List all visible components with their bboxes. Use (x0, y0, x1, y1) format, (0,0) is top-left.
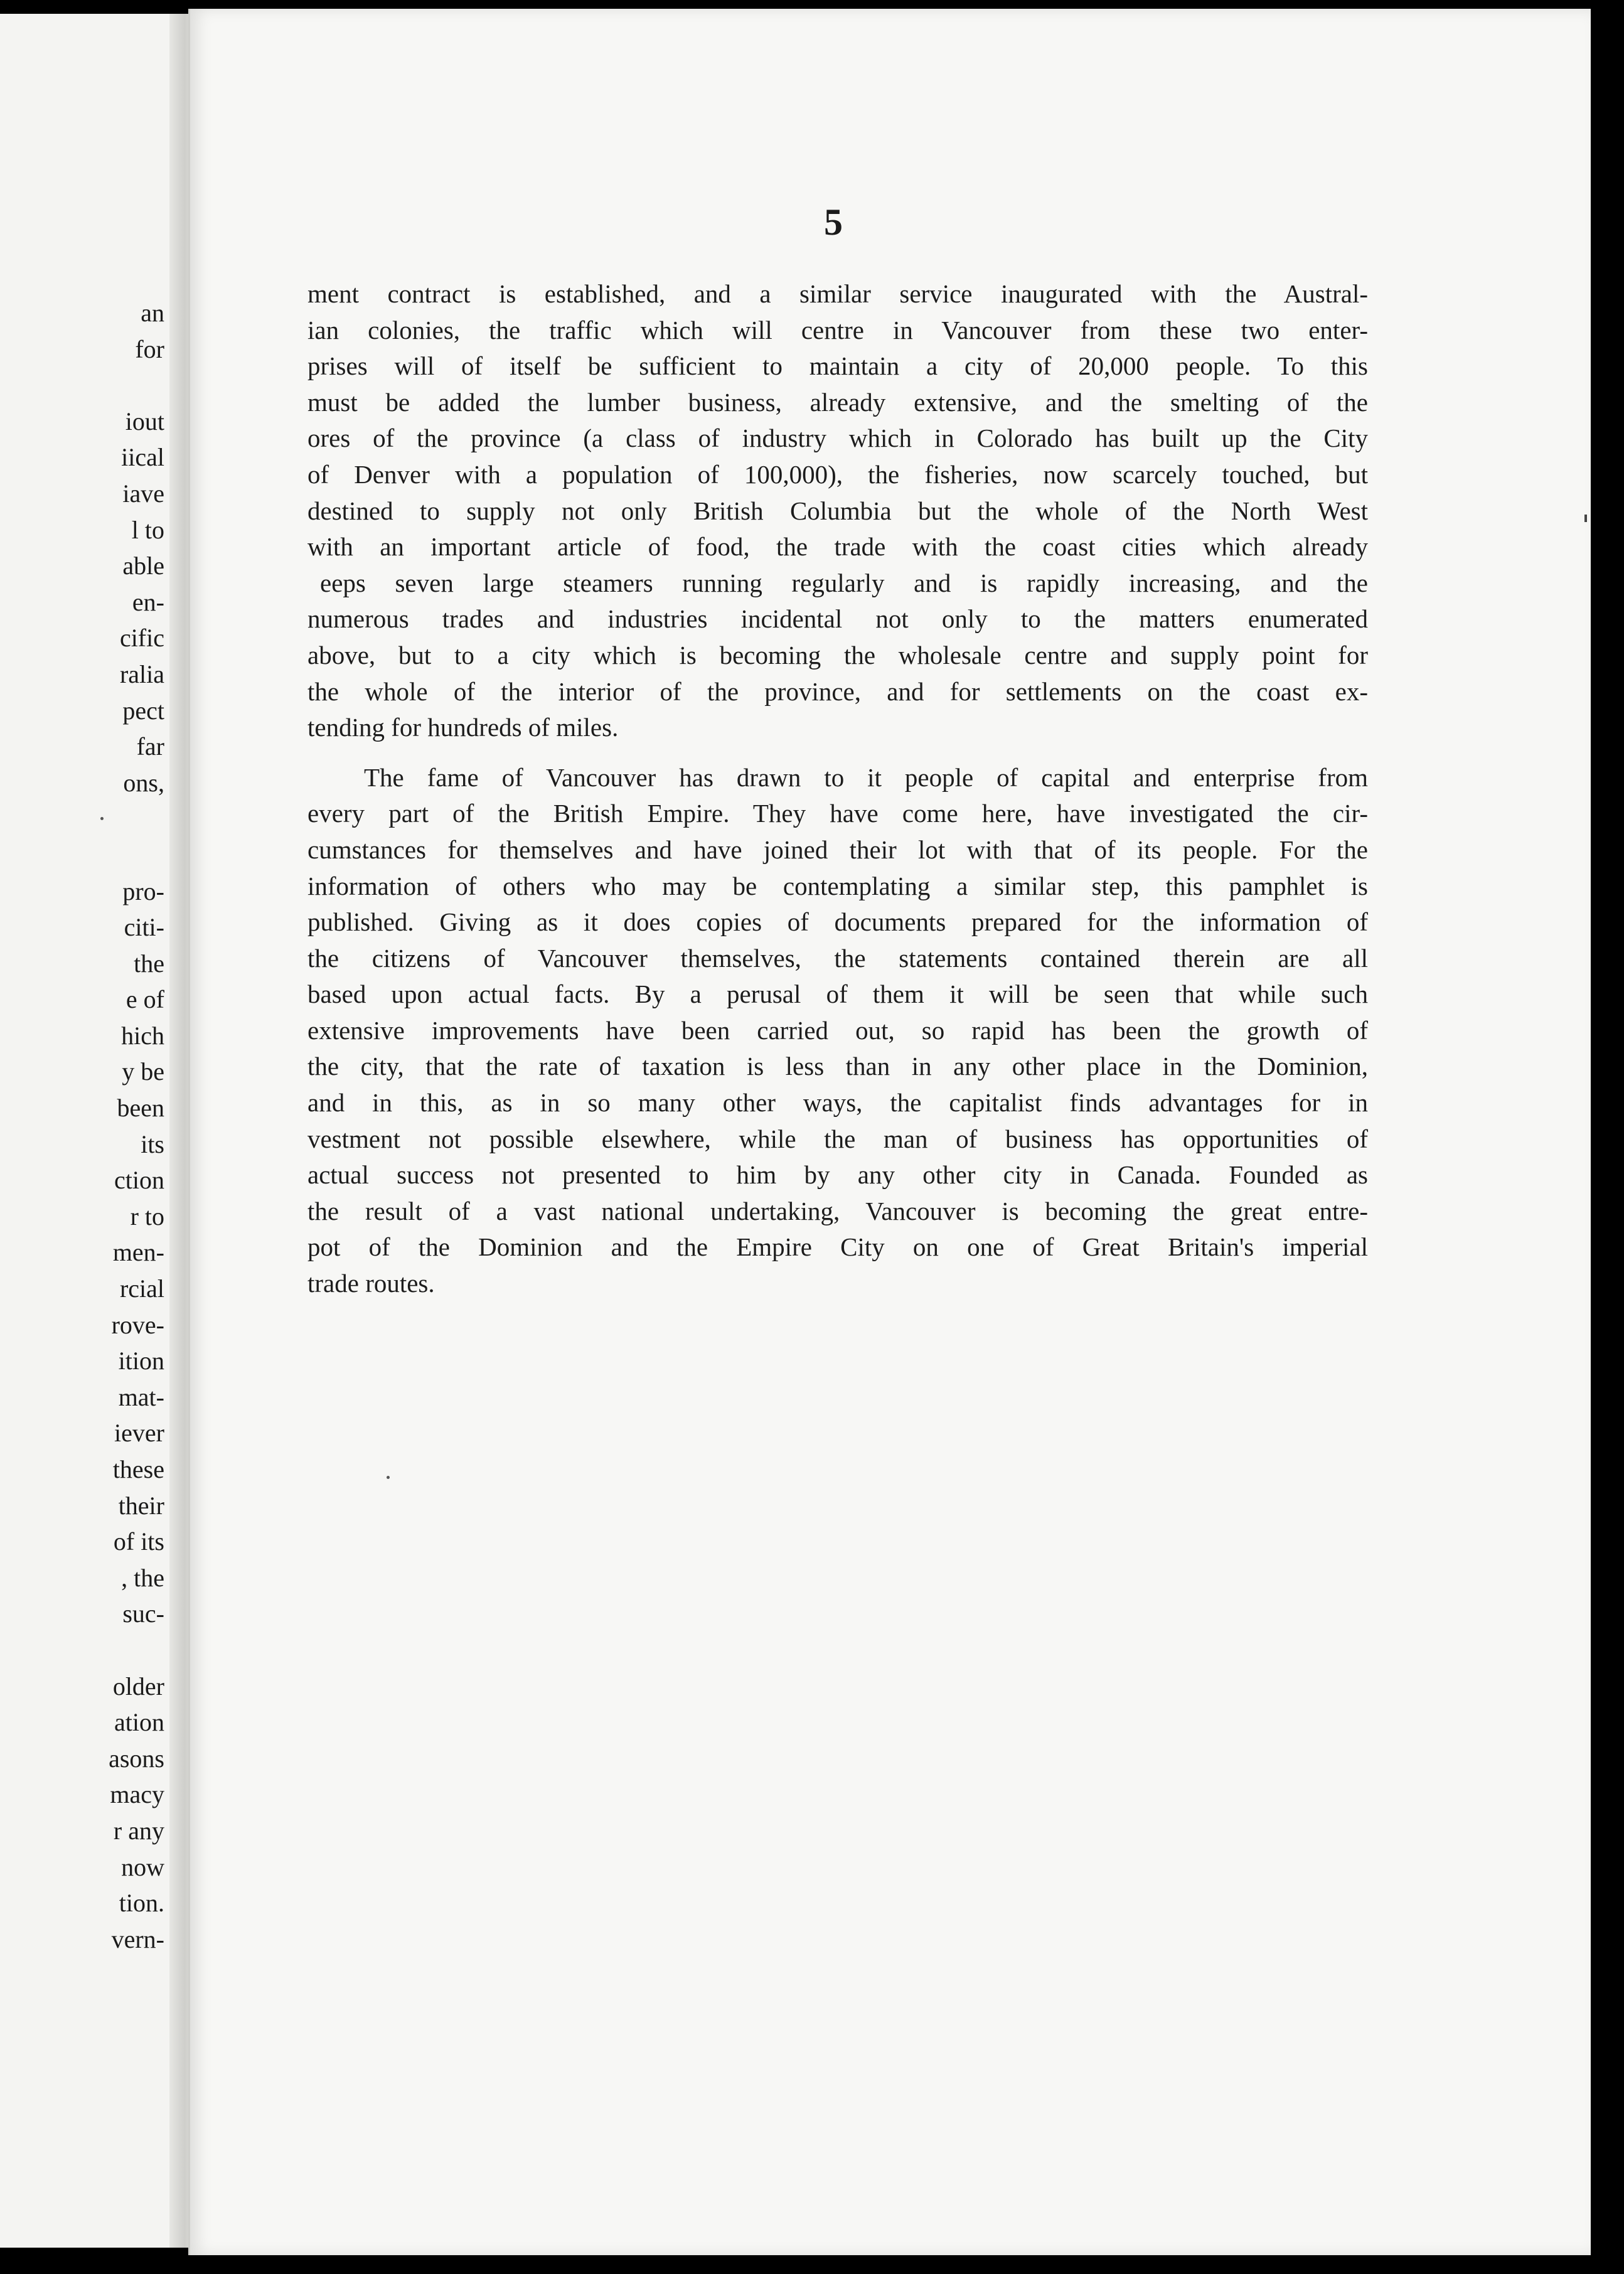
text-line: prises will of itself be sufficient to maintain a city of 20,000 people. To this (307, 351, 1368, 381)
left-page-text-fragments (1, 295, 164, 1957)
left-page-fragment: asons (109, 1744, 164, 1773)
left-page-fragment (1, 801, 164, 837)
left-page-fragment: their (118, 1491, 164, 1520)
text-line: the city, that the rate of taxation is less than in any other place in the Dominion, (307, 1052, 1368, 1081)
paragraph (307, 276, 1368, 746)
paragraph (307, 760, 1368, 1302)
left-page-fragment: men- (112, 1238, 164, 1267)
left-page-fragment: of its (113, 1527, 164, 1556)
text-line: the result of a vast national undertaking, Vancouver is becoming the great entre- (307, 1196, 1368, 1225)
left-page-fragment: iout (125, 407, 164, 435)
text-line: pot of the Dominion and the Empire City on one of Great Britain's imperial (307, 1232, 1368, 1262)
left-page-fragment: older (112, 1672, 164, 1700)
left-page-fragment: l to (131, 515, 164, 544)
text-line: the whole of the interior of the province, and for settlements on the coast ex- (307, 676, 1368, 706)
left-page-fragment: its (141, 1129, 164, 1158)
text-line: extensive improvements have been carried out, so rapid has been the growth of (307, 1015, 1368, 1045)
left-page-fragment: an (141, 299, 164, 327)
left-page-fragment: ction (114, 1166, 164, 1195)
text-line: information of others who may be contemplating a similar step, this pamphlet is (307, 871, 1368, 900)
left-page-fragment: rcial (119, 1274, 164, 1303)
text-line: above, but to a city which is becoming the wholesale centre and supply point for (307, 640, 1368, 670)
left-page-fragment: suc- (122, 1599, 164, 1628)
body-text (307, 276, 1368, 1316)
left-page-fragment (1, 837, 164, 873)
left-page-fragment: now (121, 1852, 164, 1881)
left-page-fragment: for (135, 334, 164, 363)
left-page-fragment: far (136, 732, 164, 761)
left-page-fragment: vern- (111, 1924, 164, 1953)
left-page-fragment: pect (122, 696, 164, 725)
left-page-fragment: cific (119, 624, 164, 653)
text-line: based upon actual facts. By a perusal of them it will be seen that while such (307, 980, 1368, 1009)
left-page-fragment: , the (121, 1563, 164, 1592)
text-line: with an important article of food, the trade with the coast cities which already (307, 532, 1368, 562)
text-line: numerous trades and industries incidental not only to the matters enumerated (307, 604, 1368, 634)
text-line: every part of the British Empire. They have come here, have investigated the cir- (307, 799, 1368, 828)
left-facing-page (0, 14, 183, 2248)
left-page-fragment: en- (132, 587, 164, 616)
left-page-fragment: tion. (119, 1889, 164, 1918)
text-line: must be added the lumber business, already extensive, and the smelting of the (307, 387, 1368, 417)
text-line: destined to supply not only British Columbia but the whole of the North West (307, 496, 1368, 525)
text-line: ores of the province (a class of industry which in Colorado has built up the City (307, 424, 1368, 453)
left-page-fragment: been (117, 1094, 164, 1123)
text-line: vestment not possible elsewhere, while the man of business has opportunities of (307, 1124, 1368, 1153)
dust-speck (387, 1476, 390, 1479)
page-edge-mark (1584, 515, 1587, 522)
left-page-fragment: ition (118, 1347, 164, 1375)
left-page-fragment: ons, (123, 768, 164, 797)
left-page-fragment: ralia (119, 659, 164, 688)
left-page-fragment: e of (126, 985, 164, 1014)
text-line: cumstances for themselves and have joined their lot with that of its people. For the (307, 835, 1368, 864)
left-page-fragment: citi- (124, 913, 164, 942)
left-page-fragment: the (134, 949, 164, 978)
text-line: published. Giving as it does copies of documents prepared for the information of (307, 907, 1368, 937)
text-line: actual success not presented to him by any other city in Canada. Founded as (307, 1160, 1368, 1190)
text-line: ian colonies, the traffic which will centre in Vancouver from these two enter- (307, 315, 1368, 344)
left-page-fragment: y be (122, 1057, 164, 1086)
left-page-fragment: rove- (111, 1310, 164, 1339)
text-line: tending for hundreds of miles. (307, 713, 619, 742)
left-page-fragment: mat- (118, 1382, 164, 1411)
text-line: the citizens of Vancouver themselves, the statements contained therein are all (307, 943, 1368, 973)
left-page-fragment: able (122, 552, 164, 580)
left-page-fragment: ation (114, 1708, 164, 1737)
left-page-fragment (1, 367, 164, 403)
page-number: 5 (824, 201, 843, 243)
text-line: eeps seven large steamers running regularly and is rapidly increasing, and the (320, 568, 1368, 597)
left-page-fragment: r to (130, 1202, 164, 1230)
left-page-fragment: macy (110, 1780, 164, 1809)
left-page-fragment: hich (121, 1021, 164, 1050)
text-line: of Denver with a population of 100,000), the fisheries, now scarcely touched, but (307, 459, 1368, 489)
text-line: and in this, as in so many other ways, the capitalist finds advantages for in (307, 1088, 1368, 1118)
text-line: trade routes. (307, 1269, 435, 1298)
left-page-fragment: iical (121, 443, 164, 472)
text-line: ment contract is established, and a similar service inaugurated with the Austral- (307, 279, 1368, 308)
left-page-fragment: pro- (122, 877, 164, 905)
left-page-fragment: iave (122, 479, 164, 508)
left-page-fragment: these (112, 1455, 164, 1483)
left-page-fragment: iever (114, 1419, 164, 1448)
left-page-fragment (1, 1632, 164, 1668)
left-page-fragment: r any (113, 1816, 164, 1845)
text-line: The fame of Vancouver has drawn to it people of capital and enterprise from (364, 762, 1368, 792)
dust-speck (100, 817, 104, 820)
